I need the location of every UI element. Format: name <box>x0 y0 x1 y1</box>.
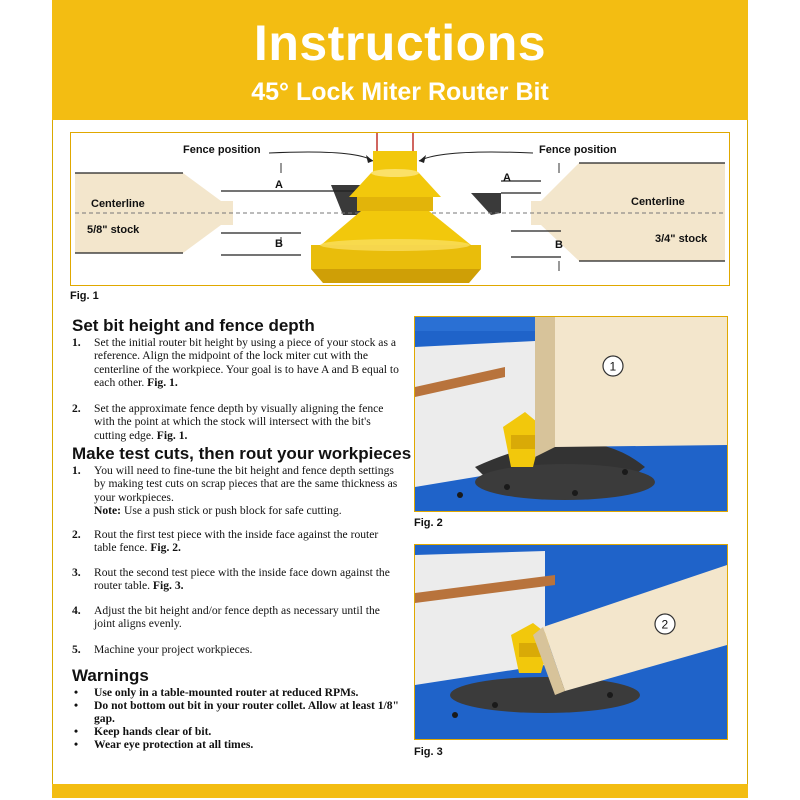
fence-position-right-label: Fence position <box>539 144 617 156</box>
centerline-right-label: Centerline <box>631 196 685 208</box>
bullet: • <box>74 699 79 712</box>
warning-text: Use only in a table-mounted router at reduced RPMs. <box>94 686 359 699</box>
figure-3-photo <box>414 544 728 740</box>
section-2-heading: Make test cuts, then rout your workpieces <box>72 444 412 463</box>
section-2-step-1 <box>72 464 402 518</box>
section-2-step-2 <box>72 528 402 555</box>
step-figure-ref: Fig. 1. <box>156 428 188 442</box>
step-text: Rout the second test piece with the inside face down against the router table. <box>94 566 390 593</box>
step-text: Set the initial router bit height by using a piece of your stock as a reference. Align the midpoint of the lock miter cut with the centerline of the workpiece. Your goal is to have A and B equal to each other. <box>94 336 399 390</box>
section-2-step-5 <box>72 643 402 656</box>
step-text: Adjust the bit height and/or fence depth as necessary until the joint aligns evenly. <box>94 604 380 631</box>
fence-position-left-label: Fence position <box>183 144 261 156</box>
stock-left-label: 5/8" stock <box>87 224 140 236</box>
step-number: 5. <box>72 643 81 656</box>
step-text: Rout the first test piece with the inside face against the router table fence. <box>94 528 379 555</box>
figure-3-badge: 2 <box>661 617 669 632</box>
warning-text: Do not bottom out bit in your router collet. Allow at least 1/8" gap. <box>94 699 399 726</box>
warning-text: Wear eye protection at all times. <box>94 738 254 751</box>
warning-item <box>72 725 402 738</box>
right-miter-profile <box>471 193 501 215</box>
router-table-fence-illustration <box>415 317 727 511</box>
section-2-step-4 <box>72 604 402 631</box>
bullet: • <box>74 725 79 738</box>
step-number: 2. <box>72 528 81 541</box>
centerline-left-label: Centerline <box>91 198 145 210</box>
router-bit-graphic <box>311 151 481 283</box>
dim-b-left: B <box>275 238 283 250</box>
warning-item <box>72 738 402 751</box>
dim-b-right: B <box>555 239 563 251</box>
step-number: 1. <box>72 336 81 349</box>
warning-item <box>72 699 402 726</box>
step-number: 2. <box>72 402 81 415</box>
section-1-step-2 <box>72 402 402 442</box>
figure-2-badge: 1 <box>609 359 617 374</box>
stock-right-label: 3/4" stock <box>655 233 708 245</box>
footer-bar <box>52 784 748 798</box>
note-text: Use a push stick or push block for safe cutting. <box>123 504 342 518</box>
figure-2-label: Fig. 2 <box>414 517 443 529</box>
page-title: Instructions <box>253 15 547 71</box>
step-number: 4. <box>72 604 81 617</box>
step-number: 1. <box>72 464 81 477</box>
figure-2-photo <box>414 316 728 512</box>
warnings-heading: Warnings <box>72 666 149 685</box>
step-text: Set the approximate fence depth by visually aligning the fence with the point at which the stock will intersect with the bit's cutting edge. <box>94 402 384 442</box>
dim-a-right: A <box>503 172 511 184</box>
bullet: • <box>74 686 79 699</box>
step-number: 3. <box>72 566 81 579</box>
router-table-flat-illustration <box>415 545 727 739</box>
step-figure-ref: Fig. 3. <box>152 579 184 593</box>
step-figure-ref: Fig. 2. <box>150 541 181 555</box>
section-1-heading: Set bit height and fence depth <box>72 316 315 335</box>
dim-a-left: A <box>275 179 283 191</box>
figure-3-label: Fig. 3 <box>414 746 443 758</box>
header-banner <box>52 0 748 120</box>
lock-miter-profile-diagram <box>71 133 729 285</box>
step-text: Machine your project workpieces. <box>94 643 253 656</box>
page-subtitle: 45° Lock Miter Router Bit <box>251 78 549 106</box>
section-2-step-3 <box>72 566 402 593</box>
warning-text: Keep hands clear of bit. <box>94 725 212 738</box>
figure-1-label: Fig. 1 <box>70 290 99 302</box>
bullet: • <box>74 738 79 751</box>
step-figure-ref: Fig. 1. <box>147 376 178 390</box>
warning-item <box>72 686 402 699</box>
figure-1-diagram <box>70 132 730 286</box>
step-text: You will need to fine-tune the bit height and fence depth settings by making test cuts on scrap pieces that are the same thickness as your workpieces. <box>94 464 398 504</box>
note-label: Note: <box>94 504 122 518</box>
section-1-step-1 <box>72 336 402 390</box>
